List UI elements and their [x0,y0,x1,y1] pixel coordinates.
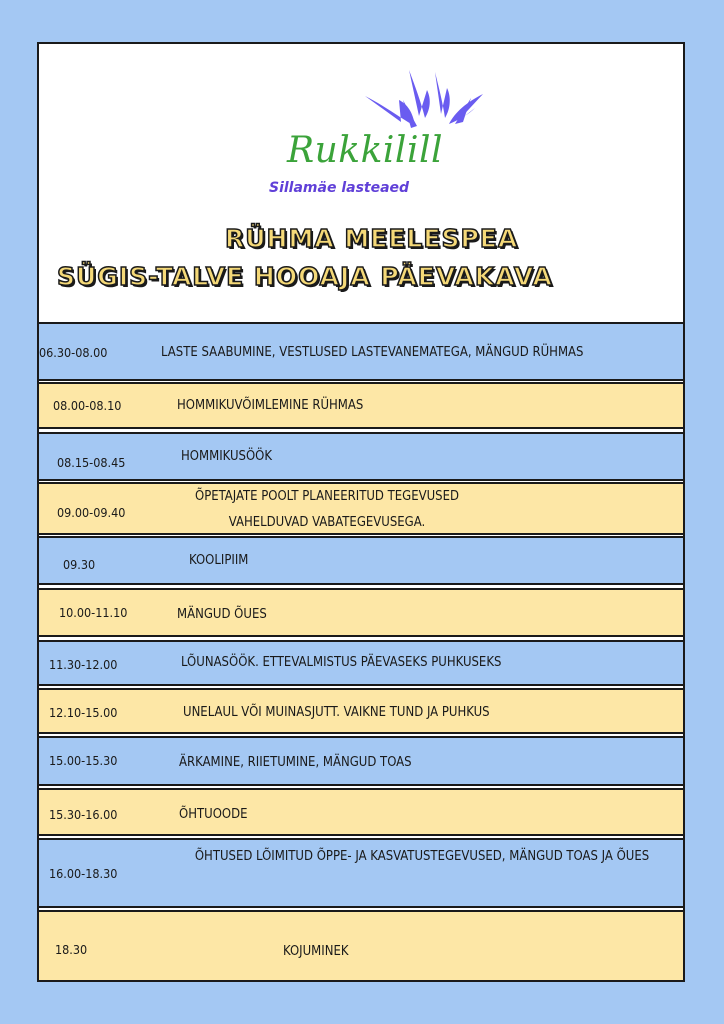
table-row [37,536,685,585]
table-row [37,838,685,908]
table-row [37,482,685,535]
row-activity: UNELAUL VÕI MUINASJUTT. VAIKNE TUND JA PUHKUS [183,705,490,720]
row-activity: ÕHTUOODE [179,807,248,822]
cornflower-logo-icon [359,66,499,136]
row-activity: HOMMIKUSÖÖK [181,449,273,464]
row-time: 10.00-11.10 [59,605,128,620]
row-time: 08.00-08.10 [53,398,122,413]
page-title-line2: SÜGIS-TALVE HOOAJA PÄEVAKAVA [57,262,553,291]
row-time: 09.00-09.40 [57,505,126,520]
schedule-poster [37,42,685,982]
row-time: 08.15-08.45 [57,455,126,470]
table-row [37,640,685,686]
page-title-line1: RÜHMA MEELESPEA [225,224,519,253]
table-row [37,736,685,786]
row-time: 16.00-18.30 [49,866,118,881]
table-row [37,910,685,982]
row-activity: KOOLIPIIM [189,553,249,568]
row-time: 12.10-15.00 [49,705,118,720]
row-activity: KOJUMINEK [283,944,349,959]
row-time: 18.30 [55,942,88,957]
row-activity: LASTE SAABUMINE, VESTLUSED LASTEVANEMATEGA, MÄNGUD RÜHMAS [161,345,584,360]
table-row [37,588,685,637]
row-time: 09.30 [63,557,96,572]
row-activity: ÕHTUSED LÕIMITUD ÕPPE- JA KASVATUSTEGEVUSED, MÄNGUD TOAS JA ÕUES [194,849,650,864]
row-activity: MÄNGUD ÕUES [177,607,267,622]
table-row [37,788,685,836]
row-activity: ÕPETAJATE POOLT PLANEERITUD TEGEVUSED VAHELDUVAD VABATEGEVUSEGA. [194,489,459,530]
row-time: 15.30-16.00 [49,807,118,822]
logo-subtitle: Sillamäe lasteaed [269,180,410,196]
table-row [37,322,685,381]
row-activity: ÄRKAMINE, RIIETUMINE, MÄNGUD TOAS [179,755,412,770]
poster-header [39,44,683,322]
table-row [37,432,685,481]
row-time: 11.30-12.00 [49,657,118,672]
row-activity: LÕUNASÖÖK. ETTEVALMISTUS PÄEVASEKS PUHKUSEKS [181,655,502,670]
row-time: 06.30-08.00 [39,345,108,360]
table-row [37,688,685,734]
table-row [37,382,685,429]
logo-name: Rukkilill [287,130,443,171]
row-activity: HOMMIKUVÕIMLEMINE RÜHMAS [177,398,364,413]
row-time: 15.00-15.30 [49,753,118,768]
